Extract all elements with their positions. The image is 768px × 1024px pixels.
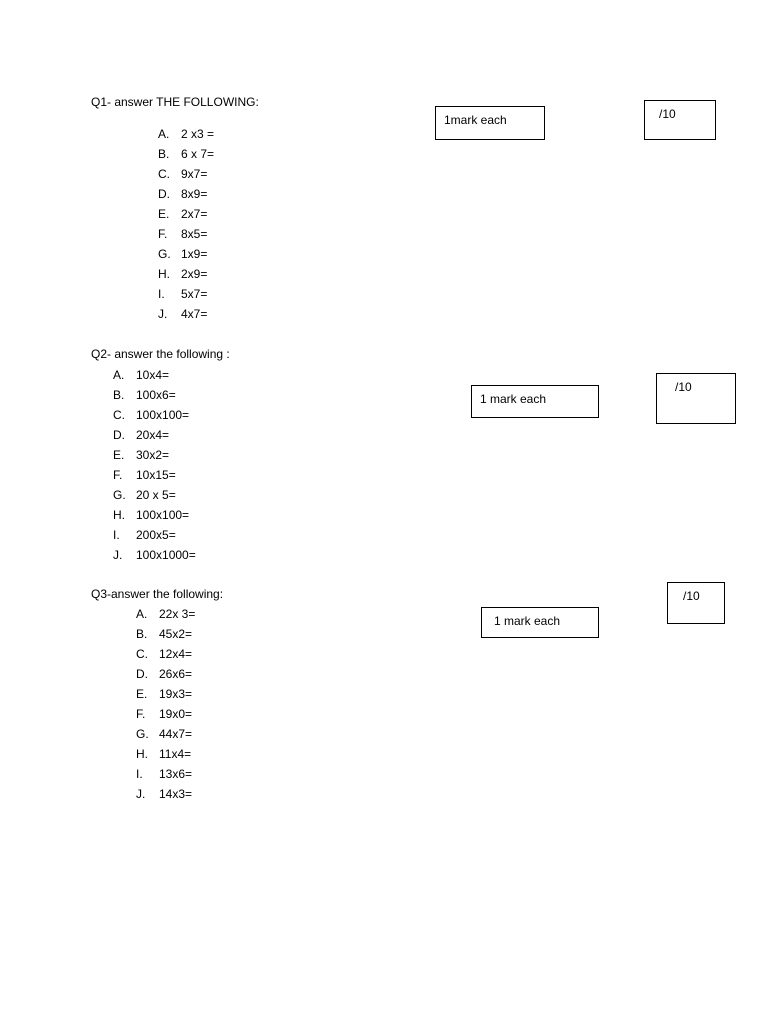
q1-score-box: /10	[644, 100, 716, 140]
item-letter: D.	[158, 187, 170, 201]
item-expression: 11x4=	[159, 747, 192, 761]
item-expression: 200x5=	[136, 528, 176, 542]
question-item	[158, 304, 214, 324]
item-expression: 19x0=	[159, 707, 193, 721]
item-expression: 8x9=	[181, 187, 208, 201]
q3-score-box: /10	[667, 582, 725, 624]
item-letter: E.	[136, 687, 148, 701]
question-item	[158, 264, 214, 284]
item-expression: 10x4=	[136, 368, 170, 382]
item-expression: 14x3=	[159, 787, 193, 801]
item-letter: J.	[113, 548, 123, 562]
q1-list	[158, 124, 214, 324]
q2-score-box: /10	[656, 373, 736, 424]
item-letter: A.	[158, 127, 170, 141]
question-item	[113, 425, 196, 445]
question-item	[158, 244, 214, 264]
item-expression: 22x 3=	[159, 607, 196, 621]
question-item	[158, 164, 214, 184]
question-item	[136, 784, 195, 804]
q1-heading: Q1- answer THE FOLLOWING:	[91, 95, 259, 109]
question-item	[113, 445, 196, 465]
q3-mark-note: 1 mark each	[481, 607, 599, 638]
item-letter: J.	[136, 787, 146, 801]
item-letter: F.	[158, 227, 168, 241]
item-letter: I.	[136, 767, 143, 781]
item-expression: 44x7=	[159, 727, 193, 741]
q3-heading: Q3-answer the following:	[91, 587, 224, 601]
q2-mark-note: 1 mark each	[471, 385, 599, 418]
question-item	[136, 664, 195, 684]
q1-mark-note: 1mark each	[435, 106, 545, 140]
item-letter: G.	[113, 488, 126, 502]
item-expression: 45x2=	[159, 627, 193, 641]
q3-list	[136, 604, 195, 804]
item-expression: 13x6=	[159, 767, 193, 781]
item-expression: 6 x 7=	[181, 147, 215, 161]
item-letter: B.	[113, 388, 125, 402]
question-item	[158, 144, 214, 164]
item-expression: 100x100=	[136, 408, 190, 422]
item-letter: D.	[113, 428, 125, 442]
question-item	[158, 284, 214, 304]
item-expression: 100x6=	[136, 388, 176, 402]
item-letter: F.	[113, 468, 123, 482]
question-item	[113, 485, 196, 505]
question-item	[158, 224, 214, 244]
item-letter: E.	[158, 207, 170, 221]
item-letter: C.	[113, 408, 125, 422]
question-item	[158, 204, 214, 224]
item-letter: C.	[158, 167, 170, 181]
item-letter: I.	[158, 287, 165, 301]
item-letter: H.	[113, 508, 125, 522]
question-item	[113, 505, 196, 525]
item-letter: G.	[136, 727, 149, 741]
item-letter: H.	[158, 267, 170, 281]
question-item	[113, 465, 196, 485]
item-expression: 20x4=	[136, 428, 170, 442]
item-letter: H.	[136, 747, 148, 761]
item-expression: 2 x3 =	[181, 127, 215, 141]
item-letter: J.	[158, 307, 168, 321]
item-expression: 9x7=	[181, 167, 208, 181]
item-expression: 26x6=	[159, 667, 193, 681]
q2-list	[113, 365, 196, 565]
item-expression: 5x7=	[181, 287, 208, 301]
item-letter: C.	[136, 647, 148, 661]
question-item	[136, 724, 195, 744]
item-letter: I.	[113, 528, 120, 542]
question-item	[136, 624, 195, 644]
item-letter: B.	[136, 627, 148, 641]
item-letter: A.	[113, 368, 125, 382]
question-item	[113, 525, 196, 545]
question-item	[136, 764, 195, 784]
item-expression: 12x4=	[159, 647, 193, 661]
item-expression: 20 x 5=	[136, 488, 176, 502]
item-expression: 8x5=	[181, 227, 208, 241]
question-item	[136, 744, 195, 764]
question-item	[113, 545, 196, 565]
item-expression: 4x7=	[181, 307, 208, 321]
question-item	[158, 124, 214, 144]
item-expression: 30x2=	[136, 448, 170, 462]
question-item	[136, 704, 195, 724]
question-item	[136, 604, 195, 624]
item-expression: 1x9=	[181, 247, 208, 261]
item-letter: D.	[136, 667, 148, 681]
item-expression: 2x9=	[181, 267, 208, 281]
item-expression: 2x7=	[181, 207, 208, 221]
question-item	[113, 385, 196, 405]
item-expression: 100x100=	[136, 508, 190, 522]
item-letter: E.	[113, 448, 125, 462]
question-item	[136, 644, 195, 664]
question-item	[136, 684, 195, 704]
question-item	[158, 184, 214, 204]
item-expression: 100x1000=	[136, 548, 196, 562]
item-expression: 10x15=	[136, 468, 176, 482]
item-expression: 19x3=	[159, 687, 193, 701]
item-letter: F.	[136, 707, 146, 721]
item-letter: G.	[158, 247, 171, 261]
item-letter: A.	[136, 607, 148, 621]
item-letter: B.	[158, 147, 170, 161]
question-item	[113, 365, 196, 385]
question-item	[113, 405, 196, 425]
q2-heading: Q2- answer the following :	[91, 347, 230, 361]
